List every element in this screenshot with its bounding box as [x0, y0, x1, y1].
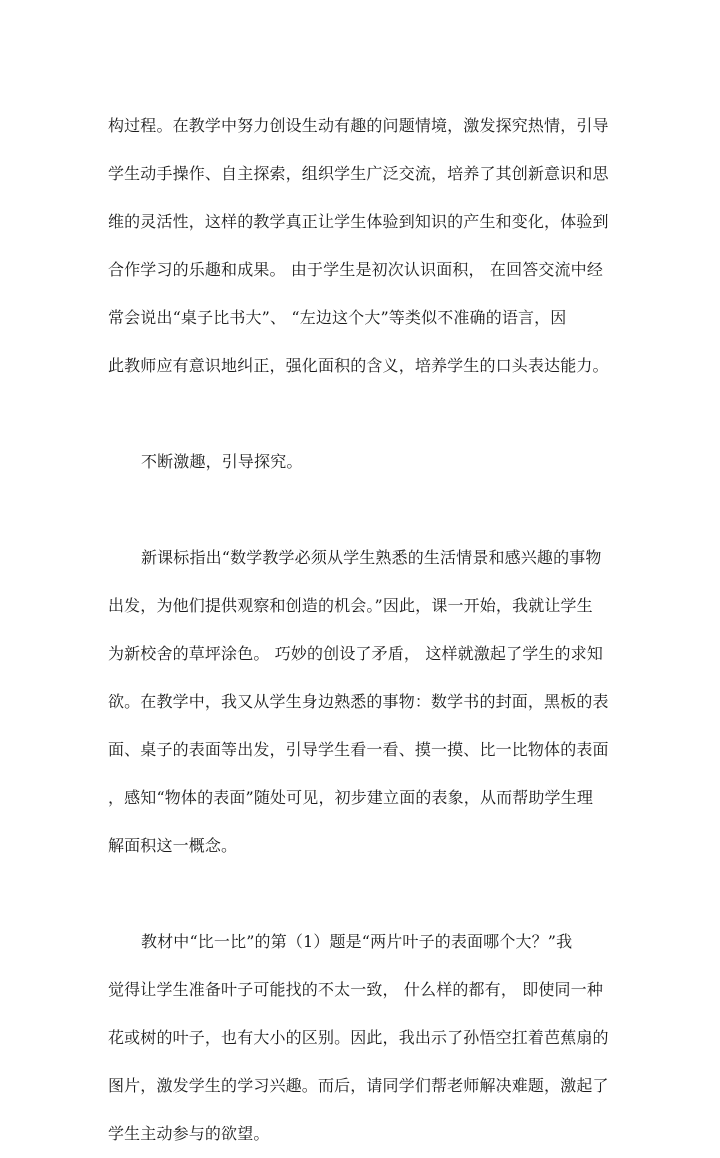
- paragraph-line: 教材中“比一比”的第（1）题是“两片叶子的表面哪个大？”我: [141, 932, 573, 951]
- paragraph-line: 构过程。在教学中努力创设生动有趣的问题情境，激发探究热情，引导: [108, 116, 609, 135]
- heading-line: 不断激趣，引导探究。: [141, 452, 303, 471]
- paragraph-line: 学生主动参与的欲望。: [108, 1124, 270, 1143]
- paragraph-spacer: [108, 870, 618, 918]
- paragraph-line: 面、桌子的表面等出发，引导学生看一看、摸一摸、比一比物体的表面: [108, 740, 609, 759]
- paragraph-line: 新课标指出“数学教学必须从学生熟悉的生活情景和感兴趣的事物: [141, 548, 602, 567]
- paragraph-spacer: [108, 390, 618, 438]
- document-page: [108, 102, 618, 1158]
- paragraph-line: 花或树的叶子，也有大小的区别。因此，我出示了孙悟空扛着芭蕉扇的: [108, 1028, 609, 1047]
- paragraph-line: 觉得让学生准备叶子可能找的不太一致， 什么样的都有， 即使同一种: [108, 980, 603, 999]
- section-heading: [108, 438, 618, 486]
- paragraph-line: 此教师应有意识地纠正，强化面积的含义，培养学生的口头表达能力。: [108, 356, 609, 375]
- paragraph-line: 学生动手操作、自主探索，组织学生广泛交流，培养了其创新意识和思: [108, 164, 609, 183]
- paragraph-line: 图片，激发学生的学习兴趣。而后，请同学们帮老师解决难题，激起了: [108, 1076, 609, 1095]
- paragraph-line: ，感知“物体的表面”随处可见，初步建立面的表象，从而帮助学生理: [108, 788, 594, 807]
- paragraph-1: [108, 102, 618, 390]
- paragraph-line: 维的灵活性，这样的教学真正让学生体验到知识的产生和变化，体验到: [108, 212, 609, 231]
- paragraph-line: 合作学习的乐趣和成果。 由于学生是初次认识面积， 在回答交流中经: [108, 260, 603, 279]
- paragraph-line: 出发，为他们提供观察和创造的机会。”因此，课一开始，我就让学生: [108, 596, 593, 615]
- paragraph-spacer: [108, 486, 618, 534]
- paragraph-3: [108, 534, 618, 870]
- paragraph-line: 欲。在教学中，我又从学生身边熟悉的事物：数学书的封面，黑板的表: [108, 692, 609, 711]
- paragraph-line: 解面积这一概念。: [108, 836, 238, 855]
- paragraph-line: 为新校舍的草坪涂色。 巧妙的创设了矛盾， 这样就激起了学生的求知: [108, 644, 603, 663]
- paragraph-4: [108, 918, 618, 1158]
- paragraph-line: 常会说出“桌子比书大”、 “左边这个大”等类似不准确的语言，因: [108, 308, 567, 327]
